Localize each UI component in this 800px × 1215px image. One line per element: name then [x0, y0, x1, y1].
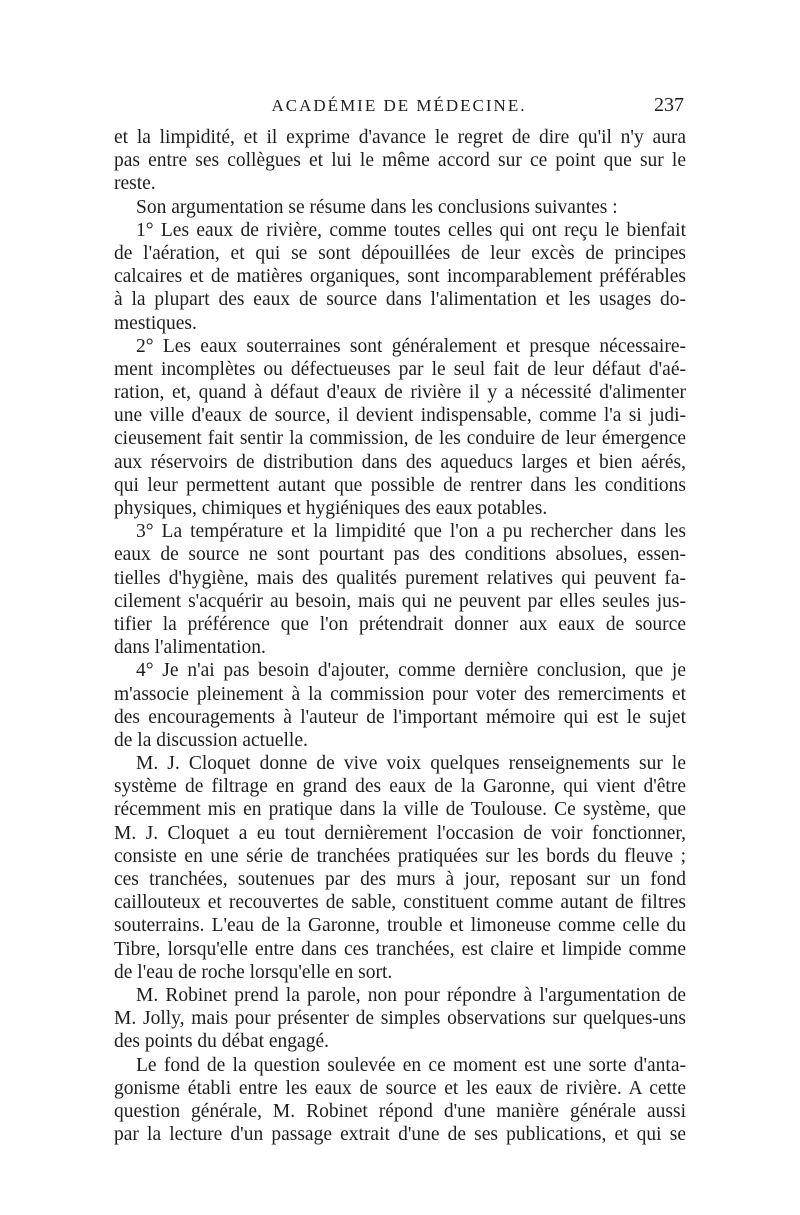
text-line: souterrains. L'eau de la Garonne, trouble et limoneuse comme celle du — [114, 915, 686, 937]
text-line: de la discussion actuelle. — [114, 729, 308, 751]
text-line: physiques, chimiques et hygiéniques des eaux potables. — [114, 498, 548, 519]
text-line: question générale, M. Robinet répond d'une manière générale aussi — [114, 1100, 686, 1122]
text-line: 4° Je n'ai pas besoin d'ajouter, comme dernière conclusion, que je — [136, 660, 686, 682]
text-line: des encouragements à l'auteur de l'important mémoire qui est le sujet — [114, 706, 686, 728]
text-line: dans l'alimentation. — [114, 637, 266, 659]
text-line: cilement s'acquérir au besoin, mais qui ne peuvent par elles seules jus- — [114, 590, 686, 612]
text-line: à la plupart des eaux de source dans l'alimentation et les usages do- — [114, 289, 686, 311]
text-line: eaux de source ne sont pourtant pas des conditions absolues, essen- — [114, 544, 686, 566]
text-line: des points du débat engagé. — [114, 1031, 329, 1053]
text-line: cieusement fait sentir la commission, de les conduire de leur émergence — [114, 428, 686, 450]
text-line: qui leur permettent autant que possible de rentrer dans les conditions — [114, 474, 686, 496]
text-line: pas entre ses collègues et lui le même accord sur ce point que sur le — [114, 150, 686, 172]
text-line: par la lecture d'un passage extrait d'une de ses publications, et qui se — [114, 1124, 686, 1146]
text-line: 1° Les eaux de rivière, comme toutes celles qui ont reçu le bienfait — [136, 219, 686, 241]
text-line: caillouteux et recouvertes de sable, constituent comme autant de filtres — [114, 892, 686, 914]
text-line: une ville d'eaux de source, il devient indispensable, comme l'a si judi- — [114, 405, 686, 427]
text-line: consiste en une série de tranchées pratiquées sur les bords du fleuve ; — [114, 845, 686, 867]
text-line: aux réservoirs de distribution dans des aqueducs larges et bien aérés, — [114, 451, 686, 473]
text-line: gonisme établi entre les eaux de source et les eaux de rivière. A cette — [114, 1077, 686, 1099]
text-line: M. J. Cloquet donne de vive voix quelques renseignements sur le — [136, 753, 686, 775]
text-line: ration, et, quand à défaut d'eaux de rivière il y a nécessité d'alimenter — [114, 382, 686, 404]
page-header — [114, 96, 684, 122]
text-line: Tibre, lorsqu'elle entre dans ces tranchées, est claire et limpide comme — [114, 938, 686, 960]
text-line: et la limpidité, et il exprime d'avance le regret de dire qu'il n'y aura — [114, 127, 686, 148]
text-line: 3° La température et la limpidité que l'on a pu rechercher dans les — [136, 521, 686, 543]
text-line: reste. — [114, 173, 156, 195]
text-line: Son argumentation se résume dans les conclusions suivantes : — [136, 196, 618, 218]
text-line: M. Jolly, mais pour présenter de simples observations sur quelques-uns — [114, 1008, 686, 1030]
text-line: 2° Les eaux souterraines sont généralement et presque nécessaire- — [136, 335, 686, 357]
text-line: mestiques. — [114, 312, 197, 334]
page-number: 237 — [654, 94, 684, 116]
text-line: ment incomplètes ou défectueuses par le seul fait de leur défaut d'aé- — [114, 358, 686, 380]
text-line: de l'aération, et qui se sont dépouillées de leur excès de principes — [114, 242, 686, 264]
text-line: calcaires et de matières organiques, sont incomparablement préférables — [114, 266, 686, 288]
text-line: système de filtrage en grand des eaux de la Garonne, qui vient d'être — [114, 776, 686, 798]
text-line: récemment mis en pratique dans la ville de Toulouse. Ce système, que — [114, 799, 686, 821]
text-line: m'associe pleinement à la commission pour voter des remerciments et — [114, 683, 686, 705]
running-title: ACADÉMIE DE MÉDECINE. — [271, 96, 527, 115]
text-line: M. Robinet prend la parole, non pour répondre à l'argumentation de — [136, 984, 686, 1006]
text-line: de l'eau de roche lorsqu'elle en sort. — [114, 961, 393, 983]
text-line: Le fond de la question soulevée en ce moment est une sorte d'anta- — [136, 1054, 686, 1076]
text-line: tielles d'hygiène, mais des qualités purement relatives qui peuvent fa- — [114, 567, 686, 589]
text-line: M. J. Cloquet a eu tout dernièrement l'occasion de voir fonctionner, — [114, 822, 686, 844]
text-line: tifier la préférence que l'on prétendrait donner aux eaux de source — [114, 613, 686, 635]
text-line: ces tranchées, soutenues par des murs à jour, reposant sur un fond — [114, 869, 686, 890]
body-text — [114, 126, 686, 1146]
